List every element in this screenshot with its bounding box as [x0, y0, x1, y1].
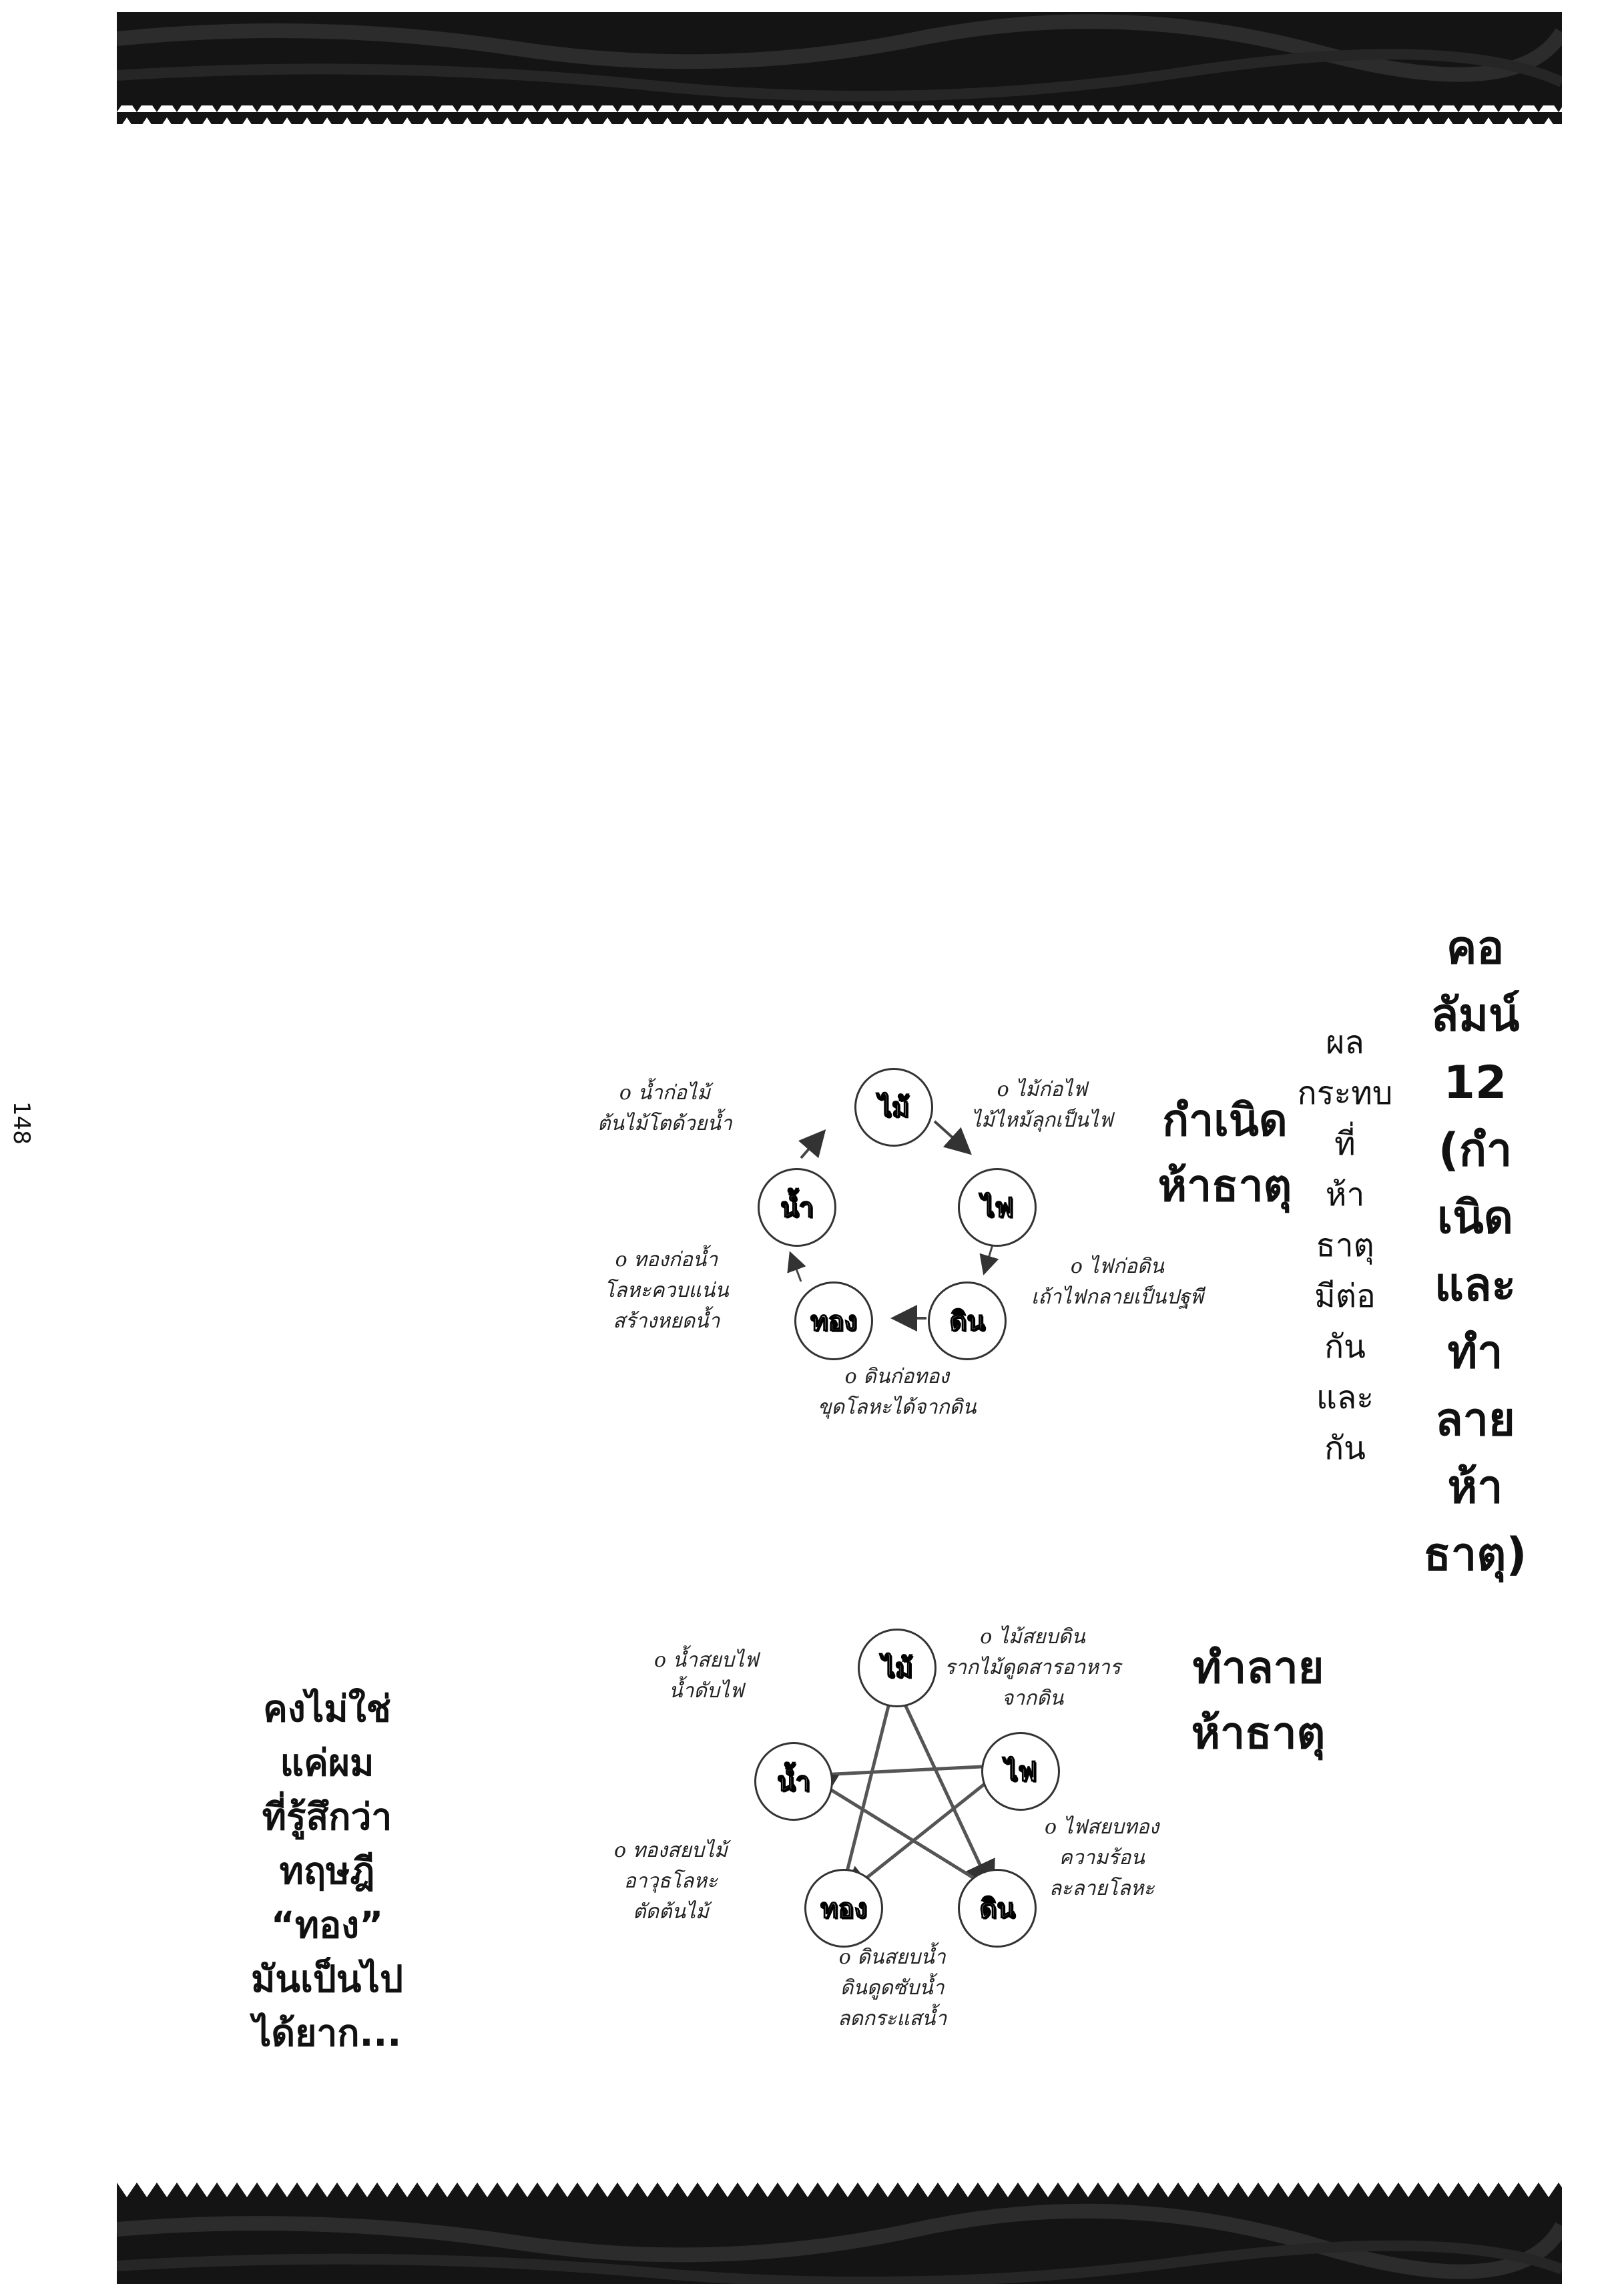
- annotation-line: ขุดโลหะได้จากดิน: [818, 1396, 977, 1419]
- column-subtitle-line: ธาตุ: [1316, 1228, 1374, 1263]
- column-title-line: ทำ: [1447, 1326, 1503, 1379]
- annotation-line: ดินดูดซับน้ำ: [840, 1976, 945, 2000]
- arrow-water-to-wood: [801, 1133, 822, 1158]
- arrow-water-to-fire: [808, 1765, 1008, 1775]
- column-subtitle-line: กระทบ: [1297, 1076, 1393, 1111]
- annotation-line: ละลายโลหะ: [1049, 1877, 1155, 1900]
- annotation-line: รากไม้ดูดสารอาหาร: [945, 1656, 1121, 1679]
- annotation-line: น้ำดับไฟ: [669, 1679, 744, 1703]
- annotation-line: อาวุธโลหะ: [623, 1870, 718, 1893]
- annotation-line: o ไฟก่อดิน: [1070, 1255, 1164, 1278]
- annotation-metal-creates-water: [604, 1245, 729, 1337]
- author-note: [220, 1682, 434, 2060]
- annotation-line: o น้ำก่อไม้: [619, 1081, 710, 1105]
- arrow-metal-to-water: [791, 1255, 801, 1281]
- destruction-heading-line: ห้าธาตุ: [1191, 1707, 1326, 1759]
- element-metal: ทอง: [804, 1869, 883, 1948]
- destruction-heading-line: ทำลาย: [1192, 1642, 1324, 1693]
- annotation-line: o ไม้สยบดิน: [980, 1625, 1085, 1649]
- note-line: ทฤษฎี: [279, 1849, 375, 1892]
- annotation-line: ต้นไม้โตด้วยน้ำ: [597, 1112, 732, 1135]
- column-title-line: 12: [1443, 1057, 1507, 1109]
- annotation-line: o ทองสยบไม้: [614, 1839, 728, 1862]
- note-line: ที่รู้สึกว่า: [262, 1795, 392, 1838]
- annotation-water-creates-wood: [597, 1078, 732, 1139]
- column-title-line: ห้า: [1447, 1461, 1503, 1514]
- annotation-wood-creates-fire: [971, 1075, 1113, 1136]
- creation-heading-line: ห้าธาตุ: [1157, 1160, 1292, 1211]
- annotation-line: o ทองก่อน้ำ: [615, 1248, 718, 1271]
- annotation-water-controls-fire: [654, 1645, 758, 1707]
- bottom-decorative-band: [117, 2183, 1562, 2284]
- annotation-line: สร้างหยดน้ำ: [613, 1310, 720, 1333]
- column-title: [1405, 914, 1545, 1589]
- annotation-earth-controls-water: [838, 1942, 947, 2034]
- annotation-fire-creates-earth: [1031, 1251, 1203, 1313]
- destruction-heading: [1181, 1635, 1335, 1766]
- annotation-line: o ดินสยบน้ำ: [838, 1946, 946, 1969]
- column-subtitle-line: และ: [1316, 1380, 1374, 1416]
- note-line: มันเป็นไป: [251, 1958, 403, 2000]
- annotation-line: โลหะควบแน่น: [604, 1279, 729, 1302]
- element-metal: ทอง: [794, 1281, 873, 1360]
- column-subtitle-line: กัน: [1324, 1431, 1366, 1466]
- annotation-wood-controls-earth: [945, 1622, 1121, 1714]
- column-title-line: (กำ: [1438, 1124, 1513, 1177]
- column-title-line: คอ: [1446, 922, 1505, 974]
- column-title-line: เนิด: [1437, 1191, 1513, 1244]
- arrow-wood-to-fire: [934, 1121, 968, 1151]
- element-water: น้ำ: [754, 1742, 833, 1821]
- element-water: น้ำ: [758, 1168, 836, 1247]
- annotation-line: ไม้ไหม้ลุกเป็นไฟ: [971, 1109, 1113, 1132]
- top-decorative-band: [117, 12, 1562, 124]
- bottom-band-texture: [117, 2183, 1562, 2284]
- column-title-line: ธาตุ): [1423, 1528, 1527, 1581]
- column-title-line: และ: [1434, 1259, 1517, 1312]
- annotation-line: ตัดต้นไม้: [633, 1900, 709, 1924]
- annotation-line: o ไฟสยบทอง: [1045, 1815, 1159, 1839]
- page-number: 148: [8, 1101, 35, 1145]
- column-subtitle-line: ห้า: [1325, 1177, 1365, 1213]
- column-subtitle-line: กัน: [1324, 1330, 1366, 1365]
- note-line: ได้ยาก...: [252, 2012, 402, 2054]
- annotation-line: o ไม้ก่อไฟ: [997, 1078, 1087, 1101]
- annotation-line: o ดินก่อทอง: [844, 1365, 949, 1388]
- element-earth: ดิน: [928, 1281, 1007, 1360]
- column-subtitle-line: มีต่อ: [1314, 1279, 1376, 1314]
- column-title-line: ลาย: [1435, 1394, 1515, 1446]
- annotation-line: ความร้อน: [1059, 1846, 1145, 1870]
- column-subtitle-line: ผล: [1326, 1025, 1364, 1061]
- annotation-metal-controls-wood: [614, 1835, 728, 1928]
- annotation-fire-controls-metal: [1045, 1812, 1159, 1904]
- annotation-line: จากดิน: [1001, 1687, 1064, 1710]
- element-earth: ดิน: [958, 1869, 1037, 1948]
- column-subtitle-line: ที่: [1334, 1127, 1356, 1162]
- note-line: คงไม่ใช่: [263, 1687, 391, 1730]
- element-wood: ไม้: [854, 1068, 933, 1147]
- annotation-earth-creates-metal: [818, 1362, 977, 1423]
- column-subtitle: [1295, 1018, 1395, 1474]
- note-line: แค่ผม: [280, 1741, 374, 1784]
- note-line: “ทอง”: [270, 1904, 384, 1946]
- annotation-line: เถ้าไฟกลายเป็นปฐพี: [1031, 1285, 1203, 1309]
- top-band-texture: [117, 12, 1562, 124]
- annotation-line: ลดกระแสน้ำ: [838, 2007, 947, 2030]
- element-wood: ไม้: [858, 1629, 936, 1707]
- element-fire: ไฟ: [958, 1168, 1037, 1247]
- creation-heading-line: กำเนิด: [1162, 1095, 1288, 1146]
- element-fire: ไฟ: [981, 1732, 1060, 1811]
- annotation-line: o น้ำสยบไฟ: [654, 1649, 759, 1672]
- column-title-line: ลัมน์: [1430, 989, 1520, 1042]
